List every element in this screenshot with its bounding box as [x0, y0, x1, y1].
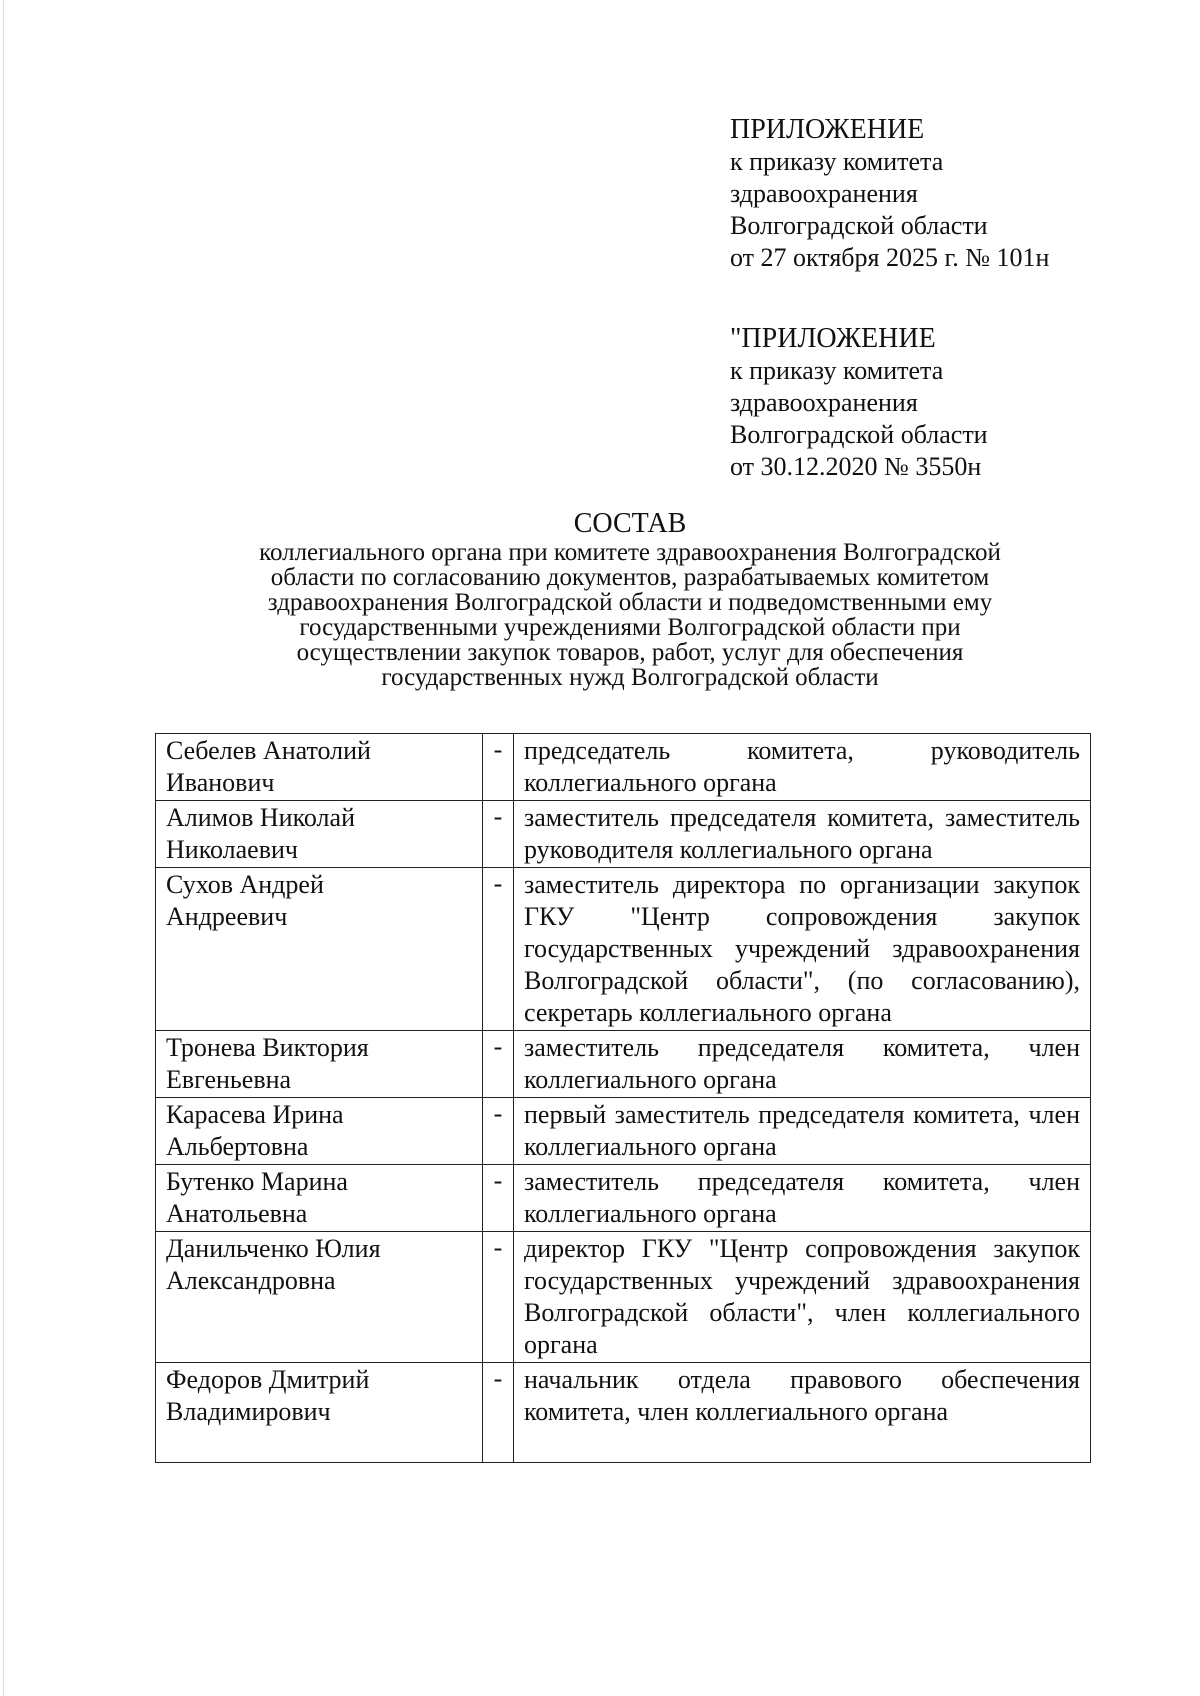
stamp-order-date: от 27 октября 2025 г. № 101н	[730, 243, 1050, 272]
member-role: начальник отдела правового обеспечения комитета, член коллегиального органа	[514, 1363, 1091, 1463]
table-row	[156, 1363, 1091, 1463]
title-subtitle-line: области по согласованию документов, разрабатываемых комитетом	[270, 564, 990, 591]
members-table	[155, 733, 1091, 1463]
title-subtitle-line: коллегиального органа при комитете здравоохранения Волгоградской	[259, 539, 1001, 566]
dash-separator: -	[483, 1165, 514, 1232]
member-name: Данильченко Юлия Александровна	[156, 1232, 483, 1363]
title-subtitle-line: осуществлении закупок товаров, работ, услуг для обеспечения	[296, 639, 964, 666]
title-subtitle-line: здравоохранения Волгоградской области и подведомственными ему	[267, 589, 993, 616]
stamp-line: к приказу комитета	[730, 356, 944, 385]
member-role: первый заместитель председателя комитета, член коллегиального органа	[514, 1098, 1091, 1165]
member-role: заместитель председателя комитета, член коллегиального органа	[514, 1165, 1091, 1232]
stamp-line: здравоохранения	[730, 179, 918, 208]
table-row	[156, 1165, 1091, 1232]
dash-separator: -	[483, 1031, 514, 1098]
stamp-order-date: от 30.12.2020 № 3550н	[730, 452, 982, 481]
member-name: Тронева Виктория Евгеньевна	[156, 1031, 483, 1098]
stamp-heading: "ПРИЛОЖЕНИЕ	[730, 323, 936, 354]
stamp-line: Волгоградской области	[730, 420, 988, 449]
member-role: заместитель директора по организации закупок ГКУ "Центр сопровождения закупок государственных учреждений здравоохранения Волгоградской области", (по согласованию), секретарь коллегиального органа	[514, 868, 1091, 1031]
member-role: заместитель председателя комитета, член коллегиального органа	[514, 1031, 1091, 1098]
appendix-stamp-original	[730, 323, 1150, 483]
table-row	[156, 801, 1091, 868]
dash-separator: -	[483, 1363, 514, 1463]
title-subtitle-line: государственными учреждениями Волгоградской области при	[299, 614, 961, 641]
member-role: заместитель председателя комитета, заместитель руководителя коллегиального органа	[514, 801, 1091, 868]
member-name: Себелев Анатолий Иванович	[156, 734, 483, 801]
title-heading: СОСТАВ	[573, 508, 687, 539]
stamp-line: Волгоградской области	[730, 211, 988, 240]
member-role: директор ГКУ "Центр сопровождения закупок государственных учреждений здравоохранения Волгоградской области", член коллегиального органа	[514, 1232, 1091, 1363]
dash-separator: -	[483, 868, 514, 1031]
title-subtitle-line: государственных нужд Волгоградской области	[381, 664, 879, 691]
table-row	[156, 1232, 1091, 1363]
table-row	[156, 734, 1091, 801]
document-title	[150, 508, 1110, 690]
member-name: Бутенко Марина Анатольевна	[156, 1165, 483, 1232]
member-name: Сухов Андрей Андреевич	[156, 868, 483, 1031]
table-row	[156, 1098, 1091, 1165]
scan-edge-line	[3, 0, 4, 1696]
appendix-stamp-current	[730, 114, 1150, 274]
member-name: Карасева Ирина Альбертовна	[156, 1098, 483, 1165]
dash-separator: -	[483, 1098, 514, 1165]
member-role: председатель комитета, руководитель коллегиального органа	[514, 734, 1091, 801]
table-row	[156, 1031, 1091, 1098]
dash-separator: -	[483, 734, 514, 801]
member-name: Алимов Николай Николаевич	[156, 801, 483, 868]
dash-separator: -	[483, 1232, 514, 1363]
dash-separator: -	[483, 801, 514, 868]
stamp-heading: ПРИЛОЖЕНИЕ	[730, 114, 925, 145]
table-row	[156, 868, 1091, 1031]
stamp-line: здравоохранения	[730, 388, 918, 417]
stamp-line: к приказу комитета	[730, 147, 944, 176]
member-name: Федоров Дмитрий Владимирович	[156, 1363, 483, 1463]
